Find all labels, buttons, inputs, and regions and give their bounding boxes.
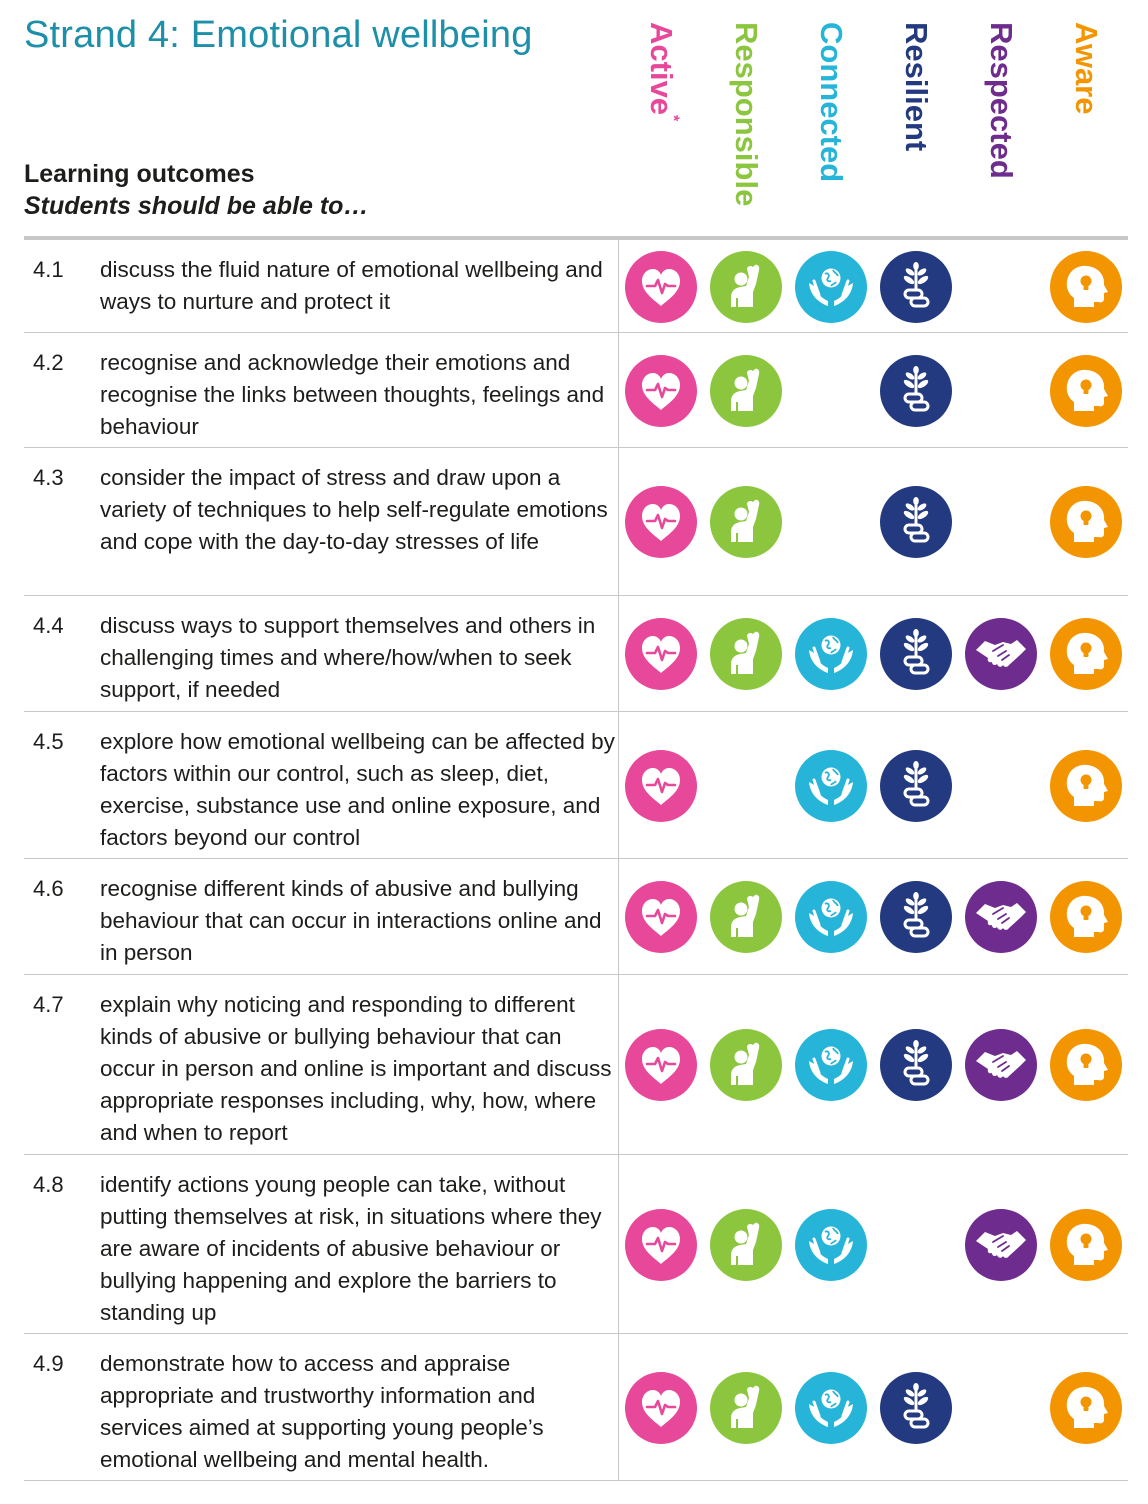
column-header-aware [1066, 22, 1106, 227]
column-label-resilient [896, 22, 936, 151]
column-label-connected [811, 22, 851, 182]
raised-arm-person-icon [710, 251, 782, 323]
column-header-active [641, 22, 681, 227]
handshake-icon [965, 881, 1037, 953]
sprout-chain-icon [880, 750, 952, 822]
hands-globe-icon [795, 618, 867, 690]
outcome-text: recognise and acknowledge their emotions and recognise the links between thoughts, feelings and behaviour [100, 350, 605, 439]
sprout-chain-icon [880, 1372, 952, 1444]
outcome-number: 4.2 [33, 350, 64, 375]
outcome-text: discuss the fluid nature of emotional wellbeing and ways to nurture and protect it [100, 257, 603, 314]
column-label-text: Aware [1069, 22, 1104, 115]
sprout-chain-icon [880, 251, 952, 323]
column-header-connected [811, 22, 851, 227]
column-label-text: Resilient [899, 22, 934, 152]
outcome-row-4-5 [24, 712, 1128, 859]
outcome-number: 4.5 [33, 729, 64, 754]
head-lightbulb-icon [1050, 1209, 1122, 1281]
column-header-responsible [726, 22, 766, 227]
handshake-icon [965, 618, 1037, 690]
column-header-respected [981, 22, 1021, 227]
outcome-row-4-7 [24, 975, 1128, 1155]
sprout-chain-icon [880, 486, 952, 558]
learning-outcomes-subheading: Students should be able to… [24, 192, 369, 220]
sprout-chain-icon [880, 1029, 952, 1101]
outcome-row-4-6 [24, 859, 1128, 975]
outcome-row-4-8 [24, 1155, 1128, 1334]
raised-arm-person-icon [710, 1029, 782, 1101]
outcome-row-4-9 [24, 1334, 1128, 1481]
head-lightbulb-icon [1050, 1029, 1122, 1101]
outcome-text: discuss ways to support themselves and others in challenging times and where/how/when to seek support, if needed [100, 613, 596, 702]
outcome-text: recognise different kinds of abusive and bullying behaviour that can occur in interactions online and in person [100, 876, 602, 965]
outcome-row-4-1 [24, 240, 1128, 333]
column-label-text: Active [644, 22, 679, 116]
outcome-number: 4.8 [33, 1172, 64, 1197]
handshake-icon [965, 1029, 1037, 1101]
column-label-text: Responsible [729, 22, 764, 207]
raised-arm-person-icon [710, 618, 782, 690]
outcome-row-4-3 [24, 448, 1128, 596]
sprout-chain-icon [880, 355, 952, 427]
learning-outcomes-heading: Learning outcomes [24, 160, 255, 188]
footnote-marker: * [664, 115, 682, 122]
raised-arm-person-icon [710, 486, 782, 558]
outcome-number: 4.9 [33, 1351, 64, 1376]
raised-arm-person-icon [710, 1372, 782, 1444]
hands-globe-icon [795, 1029, 867, 1101]
sprout-chain-icon [880, 618, 952, 690]
page-title: Strand 4: Emotional wellbeing [24, 14, 533, 56]
outcome-text: identify actions young people can take, without putting themselves at risk, in situations where they are aware of incidents of abusive behaviour or bullying happening and explore the barriers to standing up [100, 1172, 602, 1325]
hands-globe-icon [795, 750, 867, 822]
outcome-text: explain why noticing and responding to different kinds of abusive or bullying behaviour that can occur in person and online is important and discuss appropriate responses including, why, how, where and when to report [100, 992, 612, 1145]
heart-pulse-icon [625, 750, 697, 822]
outcome-number: 4.6 [33, 876, 64, 901]
column-label-text: Respected [984, 22, 1019, 179]
outcome-number: 4.7 [33, 992, 64, 1017]
heart-pulse-icon [625, 251, 697, 323]
head-lightbulb-icon [1050, 355, 1122, 427]
hands-globe-icon [795, 1209, 867, 1281]
heart-pulse-icon [625, 486, 697, 558]
head-lightbulb-icon [1050, 881, 1122, 953]
outcome-text: consider the impact of stress and draw upon a variety of techniques to help self-regulate emotions and cope with the day-to-day stresses of life [100, 465, 608, 554]
outcome-number: 4.1 [33, 257, 64, 282]
raised-arm-person-icon [710, 355, 782, 427]
column-label-respected [981, 22, 1021, 179]
column-label-active [641, 22, 692, 121]
column-label-responsible [726, 22, 766, 206]
outcome-row-4-4 [24, 596, 1128, 712]
heart-pulse-icon [625, 1029, 697, 1101]
head-lightbulb-icon [1050, 750, 1122, 822]
outcome-number: 4.3 [33, 465, 64, 490]
raised-arm-person-icon [710, 1209, 782, 1281]
outcome-row-4-2 [24, 333, 1128, 448]
head-lightbulb-icon [1050, 1372, 1122, 1444]
sprout-chain-icon [880, 881, 952, 953]
head-lightbulb-icon [1050, 618, 1122, 690]
heart-pulse-icon [625, 881, 697, 953]
head-lightbulb-icon [1050, 486, 1122, 558]
outcome-number: 4.4 [33, 613, 64, 638]
hands-globe-icon [795, 1372, 867, 1444]
heart-pulse-icon [625, 355, 697, 427]
hands-globe-icon [795, 251, 867, 323]
column-label-aware [1066, 22, 1106, 115]
heart-pulse-icon [625, 1209, 697, 1281]
outcome-text: demonstrate how to access and appraise appropriate and trustworthy information and services aimed at supporting young people’s emotional wellbeing and mental health. [100, 1351, 544, 1472]
hands-globe-icon [795, 881, 867, 953]
column-header-resilient [896, 22, 936, 227]
raised-arm-person-icon [710, 881, 782, 953]
column-label-text: Connected [814, 22, 849, 183]
head-lightbulb-icon [1050, 251, 1122, 323]
outcome-text: explore how emotional wellbeing can be affected by factors within our control, such as sleep, diet, exercise, substance use and online exposure, and factors beyond our control [100, 729, 615, 850]
handshake-icon [965, 1209, 1037, 1281]
heart-pulse-icon [625, 1372, 697, 1444]
heart-pulse-icon [625, 618, 697, 690]
